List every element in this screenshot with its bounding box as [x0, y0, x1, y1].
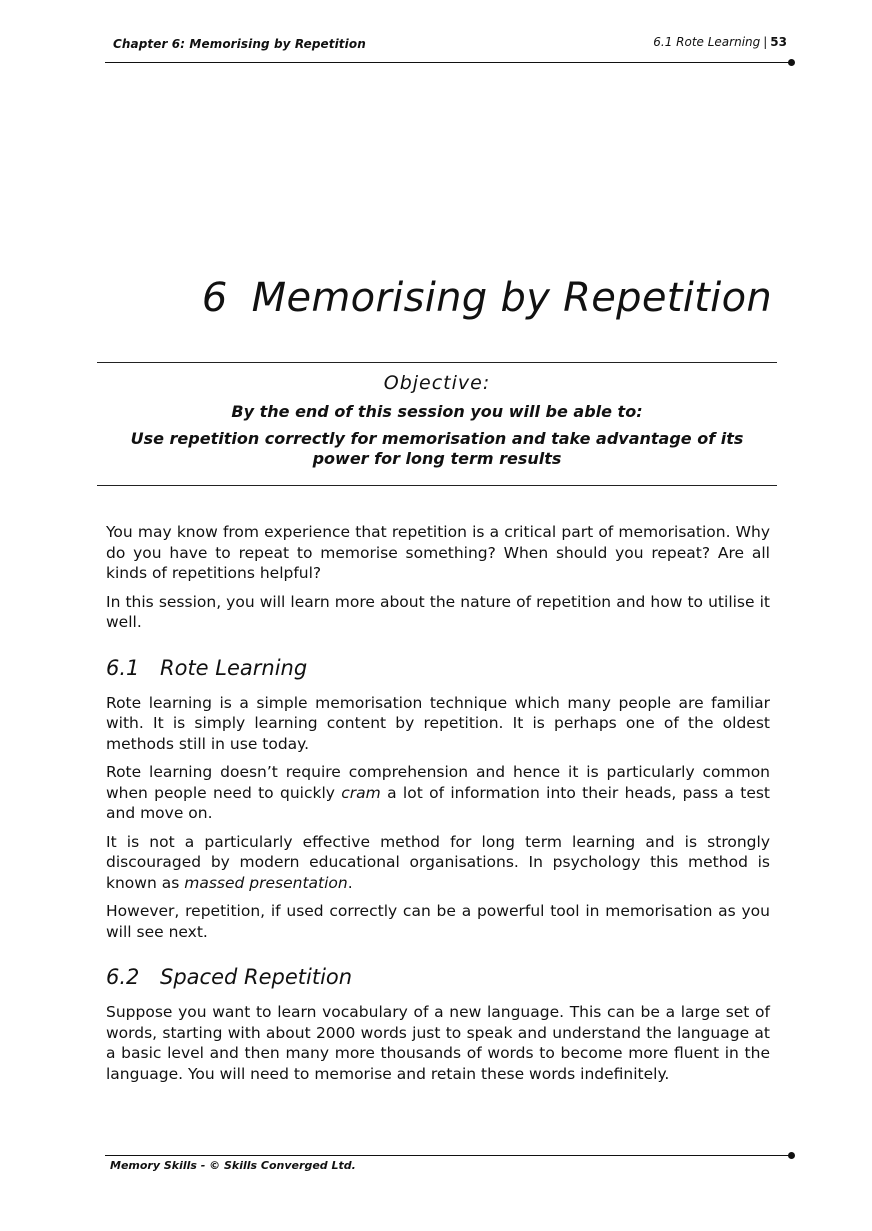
footer-rule-dot: [788, 1152, 795, 1159]
intro-paragraph: In this session, you will learn more about the nature of repetition and how to utilise it well.: [106, 592, 770, 631]
section-title: Rote Learning: [160, 655, 308, 680]
header-section-title: 6.1 Rote Learning: [653, 35, 761, 49]
text-run: .: [347, 873, 353, 892]
page-number: 53: [770, 35, 787, 49]
section-title: Spaced Repetition: [160, 965, 353, 989]
section-6-1-paragraph: [106, 832, 770, 894]
section-heading-6-2: [106, 964, 770, 990]
emphasis-massed-presentation: massed presentation: [184, 873, 348, 892]
intro-paragraph: You may know from experience that repetition is a critical part of memorisation. Why do you have to repeat to memorise something? When should you repeat? Are all kinds of repetitions helpful?: [106, 523, 770, 582]
footer-rule: [105, 1155, 791, 1156]
chapter-title: [202, 275, 772, 321]
objective-intro: By the end of this session you will be able to:: [231, 402, 643, 421]
objective-box: [97, 362, 777, 486]
text-run: Rote learning doesn’t require comprehension and hence it is particularly common when people need to quickly: [106, 763, 770, 802]
section-6-2-paragraph: Suppose you want to learn vocabulary of a new language. This can be a large set of words, starting with about 2000 words just to speak and understand the language at a basic level and then many more thousands of words to become more fluent in the language. You will need to memorise and retain these words indefinitely.: [106, 1003, 770, 1083]
section-6-1-paragraph: Rote learning is a simple memorisation technique which many people are familiar with. It is simply learning content by repetition. It is perhaps one of the oldest methods still in use today.: [106, 693, 770, 753]
body-content: [106, 522, 770, 1092]
running-header-chapter: Chapter 6: Memorising by Repetition: [113, 37, 366, 51]
section-number: 6.1: [106, 655, 140, 680]
section-number: 6.2: [106, 965, 140, 989]
footer-text: Memory Skills - © Skills Converged Ltd.: [110, 1159, 356, 1172]
text-run: a lot of information into their heads, pass a test and move on.: [106, 783, 771, 822]
header-rule-dot: [788, 59, 795, 66]
section-6-1-paragraph: However, repetition, if used correctly can be a powerful tool in memorisation as you will see next.: [106, 902, 770, 941]
chapter-number: 6: [201, 275, 228, 321]
section-heading-6-1: [106, 655, 770, 681]
objective-goal: Use repetition correctly for memorisation and take advantage of its power for long term results: [130, 429, 744, 468]
objective-heading: Objective:: [383, 372, 491, 394]
section-6-1-paragraph: [106, 762, 770, 824]
running-header-section: [653, 35, 787, 49]
text-run: It is not a particularly effective method for long term learning and is strongly discouraged by modern educational organisations. In psychology this method is known as: [106, 832, 770, 892]
header-rule: [105, 62, 791, 63]
header-separator: |: [763, 35, 768, 49]
chapter-title-text: Memorising by Repetition: [251, 275, 772, 321]
emphasis-cram: cram: [341, 783, 381, 802]
